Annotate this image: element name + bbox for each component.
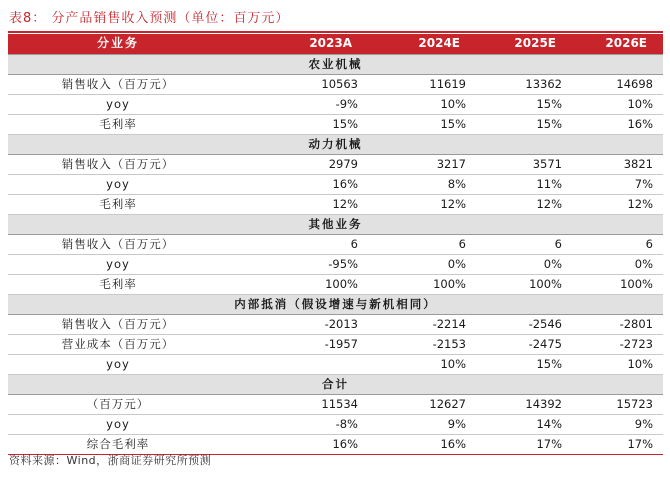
table-cell: 3571 [476, 154, 572, 174]
section-title: 内部抵消（假设增速与新机相同） [8, 294, 663, 314]
table-row [8, 154, 663, 174]
table-cell: -2013 [228, 314, 368, 334]
table-cell: -2214 [368, 314, 476, 334]
section-title: 农业机械 [8, 54, 663, 74]
table-cell: 3217 [368, 154, 476, 174]
table-cell: 16% [572, 114, 663, 134]
table-row [8, 174, 663, 194]
table-cell: -2153 [368, 334, 476, 354]
table-cell: 15% [476, 94, 572, 114]
table-cell: -2723 [572, 334, 663, 354]
source-note: 资料来源：Wind，浙商证券研究所预测 [9, 454, 212, 467]
table-cell: 11619 [368, 74, 476, 94]
row-label: yoy [8, 414, 228, 434]
table-row [8, 414, 663, 434]
table-cell: 6 [228, 234, 368, 254]
row-label: 毛利率 [8, 194, 228, 214]
section-title: 合计 [8, 374, 663, 394]
table-cell: 10% [368, 354, 476, 374]
row-label: 销售收入（百万元） [8, 314, 228, 334]
table-cell: 14392 [476, 394, 572, 414]
table-cell: 15% [476, 114, 572, 134]
table-cell: -2801 [572, 314, 663, 334]
section-header-row [8, 214, 663, 234]
table-cell: 17% [572, 434, 663, 454]
table-row [8, 434, 663, 454]
table-cell: -9% [228, 94, 368, 114]
table-cell: 0% [368, 254, 476, 274]
table-cell: 12% [368, 194, 476, 214]
section-header-row [8, 374, 663, 394]
table-row [8, 274, 663, 294]
section-title: 动力机械 [8, 134, 663, 154]
table-row [8, 74, 663, 94]
section-header-row [8, 54, 663, 74]
table-cell: 8% [368, 174, 476, 194]
table-cell: 100% [476, 274, 572, 294]
table-cell: 6 [476, 234, 572, 254]
row-label: yoy [8, 254, 228, 274]
table-cell: 12627 [368, 394, 476, 414]
table-cell: 0% [572, 254, 663, 274]
caption-divider [8, 31, 663, 33]
table-cell: 7% [572, 174, 663, 194]
table-cell: -1957 [228, 334, 368, 354]
table-row [8, 114, 663, 134]
table-row [8, 194, 663, 214]
table-row [8, 394, 663, 414]
row-label: 毛利率 [8, 274, 228, 294]
table-cell: 3821 [572, 154, 663, 174]
section-header-row [8, 134, 663, 154]
row-label: yoy [8, 354, 228, 374]
table-cell: -95% [228, 254, 368, 274]
table-caption: 表8： 分产品销售收入预测（单位：百万元） [9, 11, 290, 26]
table-cell: 12% [572, 194, 663, 214]
table-cell: 6 [572, 234, 663, 254]
table-cell: 11% [476, 174, 572, 194]
row-label: 销售收入（百万元） [8, 234, 228, 254]
table-cell: 16% [228, 174, 368, 194]
row-label: 销售收入（百万元） [8, 74, 228, 94]
section-header-row [8, 294, 663, 314]
table-cell: 100% [572, 274, 663, 294]
header-year-2024e: 2024E [368, 34, 476, 54]
table-cell: 14% [476, 414, 572, 434]
table-cell: 15% [228, 114, 368, 134]
table-cell: 17% [476, 434, 572, 454]
table-cell: 10% [572, 354, 663, 374]
table-cell: 16% [228, 434, 368, 454]
table-cell: 10% [368, 94, 476, 114]
table-cell: 13362 [476, 74, 572, 94]
header-year-2026e: 2026E [572, 34, 663, 54]
table-cell: 0% [476, 254, 572, 274]
table-row [8, 334, 663, 354]
row-label: yoy [8, 174, 228, 194]
table-cell: 10563 [228, 74, 368, 94]
table-cell: 16% [368, 434, 476, 454]
table-cell: 9% [368, 414, 476, 434]
forecast-table [8, 34, 663, 455]
row-label: 销售收入（百万元） [8, 154, 228, 174]
table-cell: 15% [476, 354, 572, 374]
table-cell: 2979 [228, 154, 368, 174]
table-cell [228, 354, 368, 374]
table-cell: 100% [368, 274, 476, 294]
table-row [8, 94, 663, 114]
table-cell: -2475 [476, 334, 572, 354]
table-cell: 100% [228, 274, 368, 294]
table-header-row [8, 34, 663, 54]
table-cell: 15% [368, 114, 476, 134]
row-label: yoy [8, 94, 228, 114]
table-cell: 6 [368, 234, 476, 254]
row-label: 综合毛利率 [8, 434, 228, 454]
row-label: （百万元） [8, 394, 228, 414]
row-label: 毛利率 [8, 114, 228, 134]
table-row [8, 234, 663, 254]
table-row [8, 254, 663, 274]
header-year-2023a: 2023A [228, 34, 368, 54]
header-segment-label: 分业务 [8, 34, 228, 54]
table-cell: -8% [228, 414, 368, 434]
table-cell: 11534 [228, 394, 368, 414]
table-cell: 14698 [572, 74, 663, 94]
table-cell: 15723 [572, 394, 663, 414]
table-cell: 12% [228, 194, 368, 214]
row-label: 营业成本（百万元） [8, 334, 228, 354]
table-cell: -2546 [476, 314, 572, 334]
section-title: 其他业务 [8, 214, 663, 234]
header-year-2025e: 2025E [476, 34, 572, 54]
table-cell: 10% [572, 94, 663, 114]
table-row [8, 314, 663, 334]
table-cell: 9% [572, 414, 663, 434]
table-row [8, 354, 663, 374]
table-cell: 12% [476, 194, 572, 214]
